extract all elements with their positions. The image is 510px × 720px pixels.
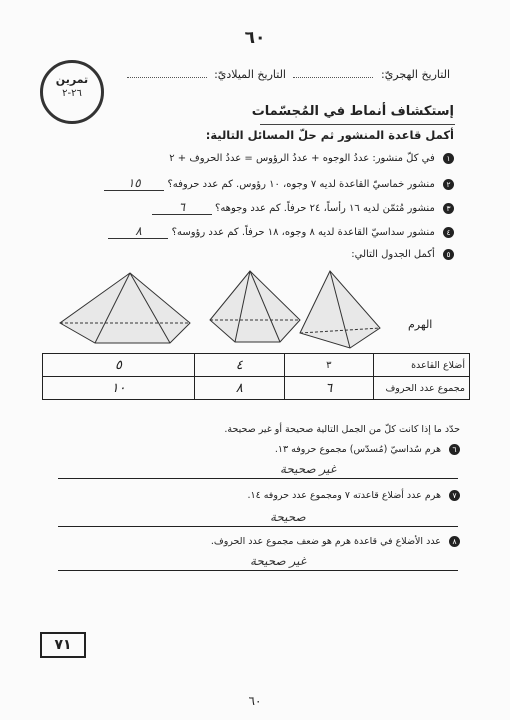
badge-number: ٢٦-٢ [62, 88, 82, 99]
question-5: ٥ أكمل الجدول التالي: [44, 248, 454, 262]
pyramid-triangle-base [300, 271, 380, 348]
table-cell: ٥ [43, 354, 195, 377]
tf-answer-7: صحيحة [270, 510, 306, 524]
pyramid-label: الهرم [408, 318, 433, 331]
answer-line [58, 526, 458, 527]
hijri-date-label: التاريخ الهجريّ: [380, 68, 450, 81]
table-cell: ٨ [195, 377, 284, 400]
gregorian-date-label: التاريخ الميلاديّ: [214, 68, 286, 81]
pyramid-table [42, 353, 470, 400]
question-3: ٣ منشور مُثمّن لديه ١٦ رأساً، ٢٤ حرفاً. كم عدد وجوهه؟ ٦ [44, 200, 454, 216]
pyramids-figure [30, 268, 400, 356]
question-4: ٤ منشور سداسيّ القاعدة لديه ٨ وجوه، ١٨ حرفاً. كم عدد رؤوسه؟ ٨ [44, 224, 454, 240]
tf-question-8: ٨ عدد الأضلاع في قاعدة هرم هو ضعف مجموع عدد الحروف. [211, 536, 460, 547]
tf-answer-6: غير صحيحة [280, 462, 337, 476]
answer-3: ٦ [152, 200, 212, 215]
row-header-edges: مجموع عدد الحروف [374, 377, 470, 400]
table-cell: ٦ [284, 377, 373, 400]
section-instruction: أكمل قاعدة المنشور ثم حلّ المسائل التالية: [205, 128, 454, 142]
table-cell: ٣ [284, 354, 373, 377]
bottom-page-number: ٦٠ [248, 694, 262, 708]
date-row [40, 68, 450, 81]
corner-page-number: ٧١ [40, 632, 86, 658]
answer-4: ٨ [108, 224, 168, 239]
table-cell: ٤ [195, 354, 284, 377]
answer-line [58, 570, 458, 571]
row-header-base-sides: أضلاع القاعدة [374, 354, 470, 377]
tf-instruction: حدّد ما إذا كانت كلّ من الجمل التالية صحيحة أو غير صحيحة. [224, 424, 460, 435]
top-page-number: ٦٠ [244, 28, 266, 48]
table-row-edges [43, 377, 470, 400]
pyramid-square-base [60, 273, 190, 343]
question-2: ٢ منشور خماسيّ القاعدة لديه ٧ وجوه، ١٠ رؤوس. كم عدد حروفه؟ ١٥ [44, 176, 454, 192]
table-row-base [43, 354, 470, 377]
table-cell: ١٠ [43, 377, 195, 400]
tf-answer-8: غير صحيحة [250, 554, 307, 568]
badge-title: تمرين [55, 73, 89, 86]
title-underline [260, 124, 455, 125]
tf-question-6: ٦ هرم سُداسيّ (مُسدّس) مجموع حروفه ١٣. [275, 444, 460, 455]
section-title: إستكشاف أنماط في المُجسّمات [251, 104, 454, 119]
answer-2: ١٥ [104, 176, 164, 191]
tf-question-7: ٧ هرم عدد أضلاع قاعدته ٧ ومجموع عدد حروفه ١٤. [247, 490, 460, 501]
answer-line [58, 478, 458, 479]
pyramid-square-base-2 [210, 271, 300, 342]
question-1: ١ في كلّ منشور: عددُ الوجوه + عددُ الرؤوس = عددُ الحروف + ٢ [44, 152, 454, 166]
